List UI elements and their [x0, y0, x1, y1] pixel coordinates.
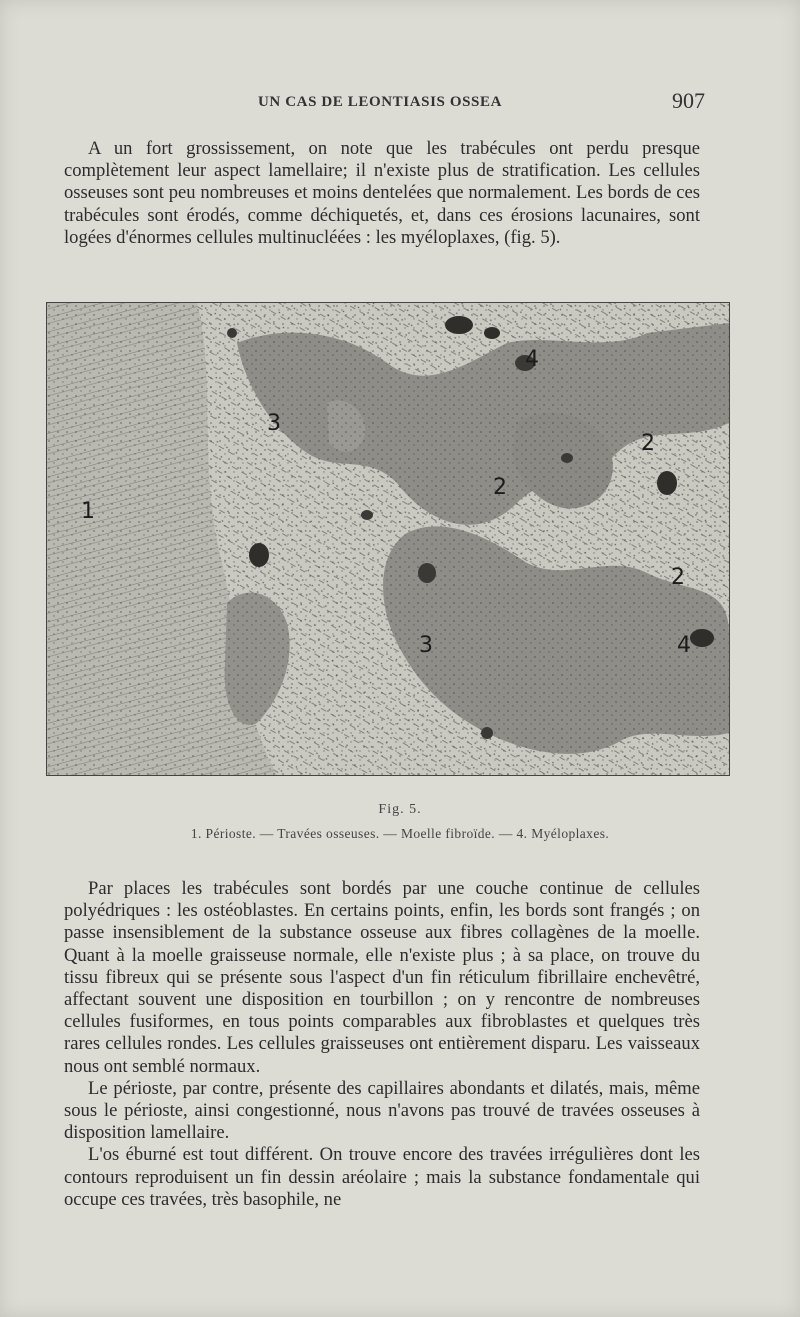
figure-label-3: 3 [419, 633, 433, 658]
figure-label-2: 2 [641, 431, 655, 456]
top-text [64, 138, 700, 249]
paragraph: L'os éburné est tout différent. On trouve encore des travées irrégulières dont les contours reproduisent un fin dessin aréolaire ; mais la substance fondamentale qui occupe ces travées, très basophile, ne [64, 1144, 700, 1210]
figure-label-4: 4 [677, 633, 691, 658]
micrograph-illustration [47, 303, 729, 775]
paragraph: Le périoste, par contre, présente des capillaires abondants et dilatés, mais, même sous le périoste, ainsi congestionné, nous n'avons pas trouvé de travées osseuses à disposition lamellaire. [64, 1077, 700, 1144]
page-header [0, 88, 800, 118]
figure-caption-legend: 1. Périoste. — Travées osseuses. — Moelle fibroïde. — 4. Myéloplaxes. [190, 826, 610, 841]
paragraph: A un fort grossissement, on note que les trabécules ont perdu presque complètement leur aspect lamellaire; il n'existe plus de stratification. Les cellules osseuses sont peu nombreuses et moins dentelées que normalement. Les bords de ces trabécules sont érodés, comme déchiquetés, et, dans ces érosions lacunaires, sont logées d'énormes cellules multinucléées : les myéloplaxes, (fig. 5). [64, 138, 700, 248]
page-number: 907 [672, 88, 705, 113]
figure-caption-title: Fig. 5. [378, 802, 422, 817]
paragraph: Par places les trabécules sont bordés par une couche continue de cellules polyédriques : les ostéoblastes. En certains points, enfin, les bords sont frangés ; on passe insensiblement de la substance osseuse aux fibres collagènes de la moelle. Quant à la moelle graisseuse normale, elle n'existe plus ; à sa place, on trouve du tissu fibreux qui se présente sous l'aspect d'un fin réticulum fibrillaire enchevêtré, affectant souvent une disposition en tourbillon ; on y rencontre de nombreuses cellules fusiformes, en tous points comparables aux fibroblastes et quelques très rares cellules rondes. Les cellules graisseuses ont entièrement disparu. Les vaisseaux nous ont semblé normaux. [64, 878, 700, 1077]
figure-label-4: 4 [525, 347, 539, 372]
figure-label-1: 1 [81, 499, 95, 524]
figure-label-2: 2 [671, 565, 685, 590]
bottom-text [64, 878, 700, 1211]
histology-figure [46, 302, 730, 776]
running-title: UN CAS DE LEONTIASIS OSSEA [258, 94, 503, 110]
figure-label-3: 3 [267, 411, 281, 436]
figure-label-2: 2 [493, 475, 507, 500]
